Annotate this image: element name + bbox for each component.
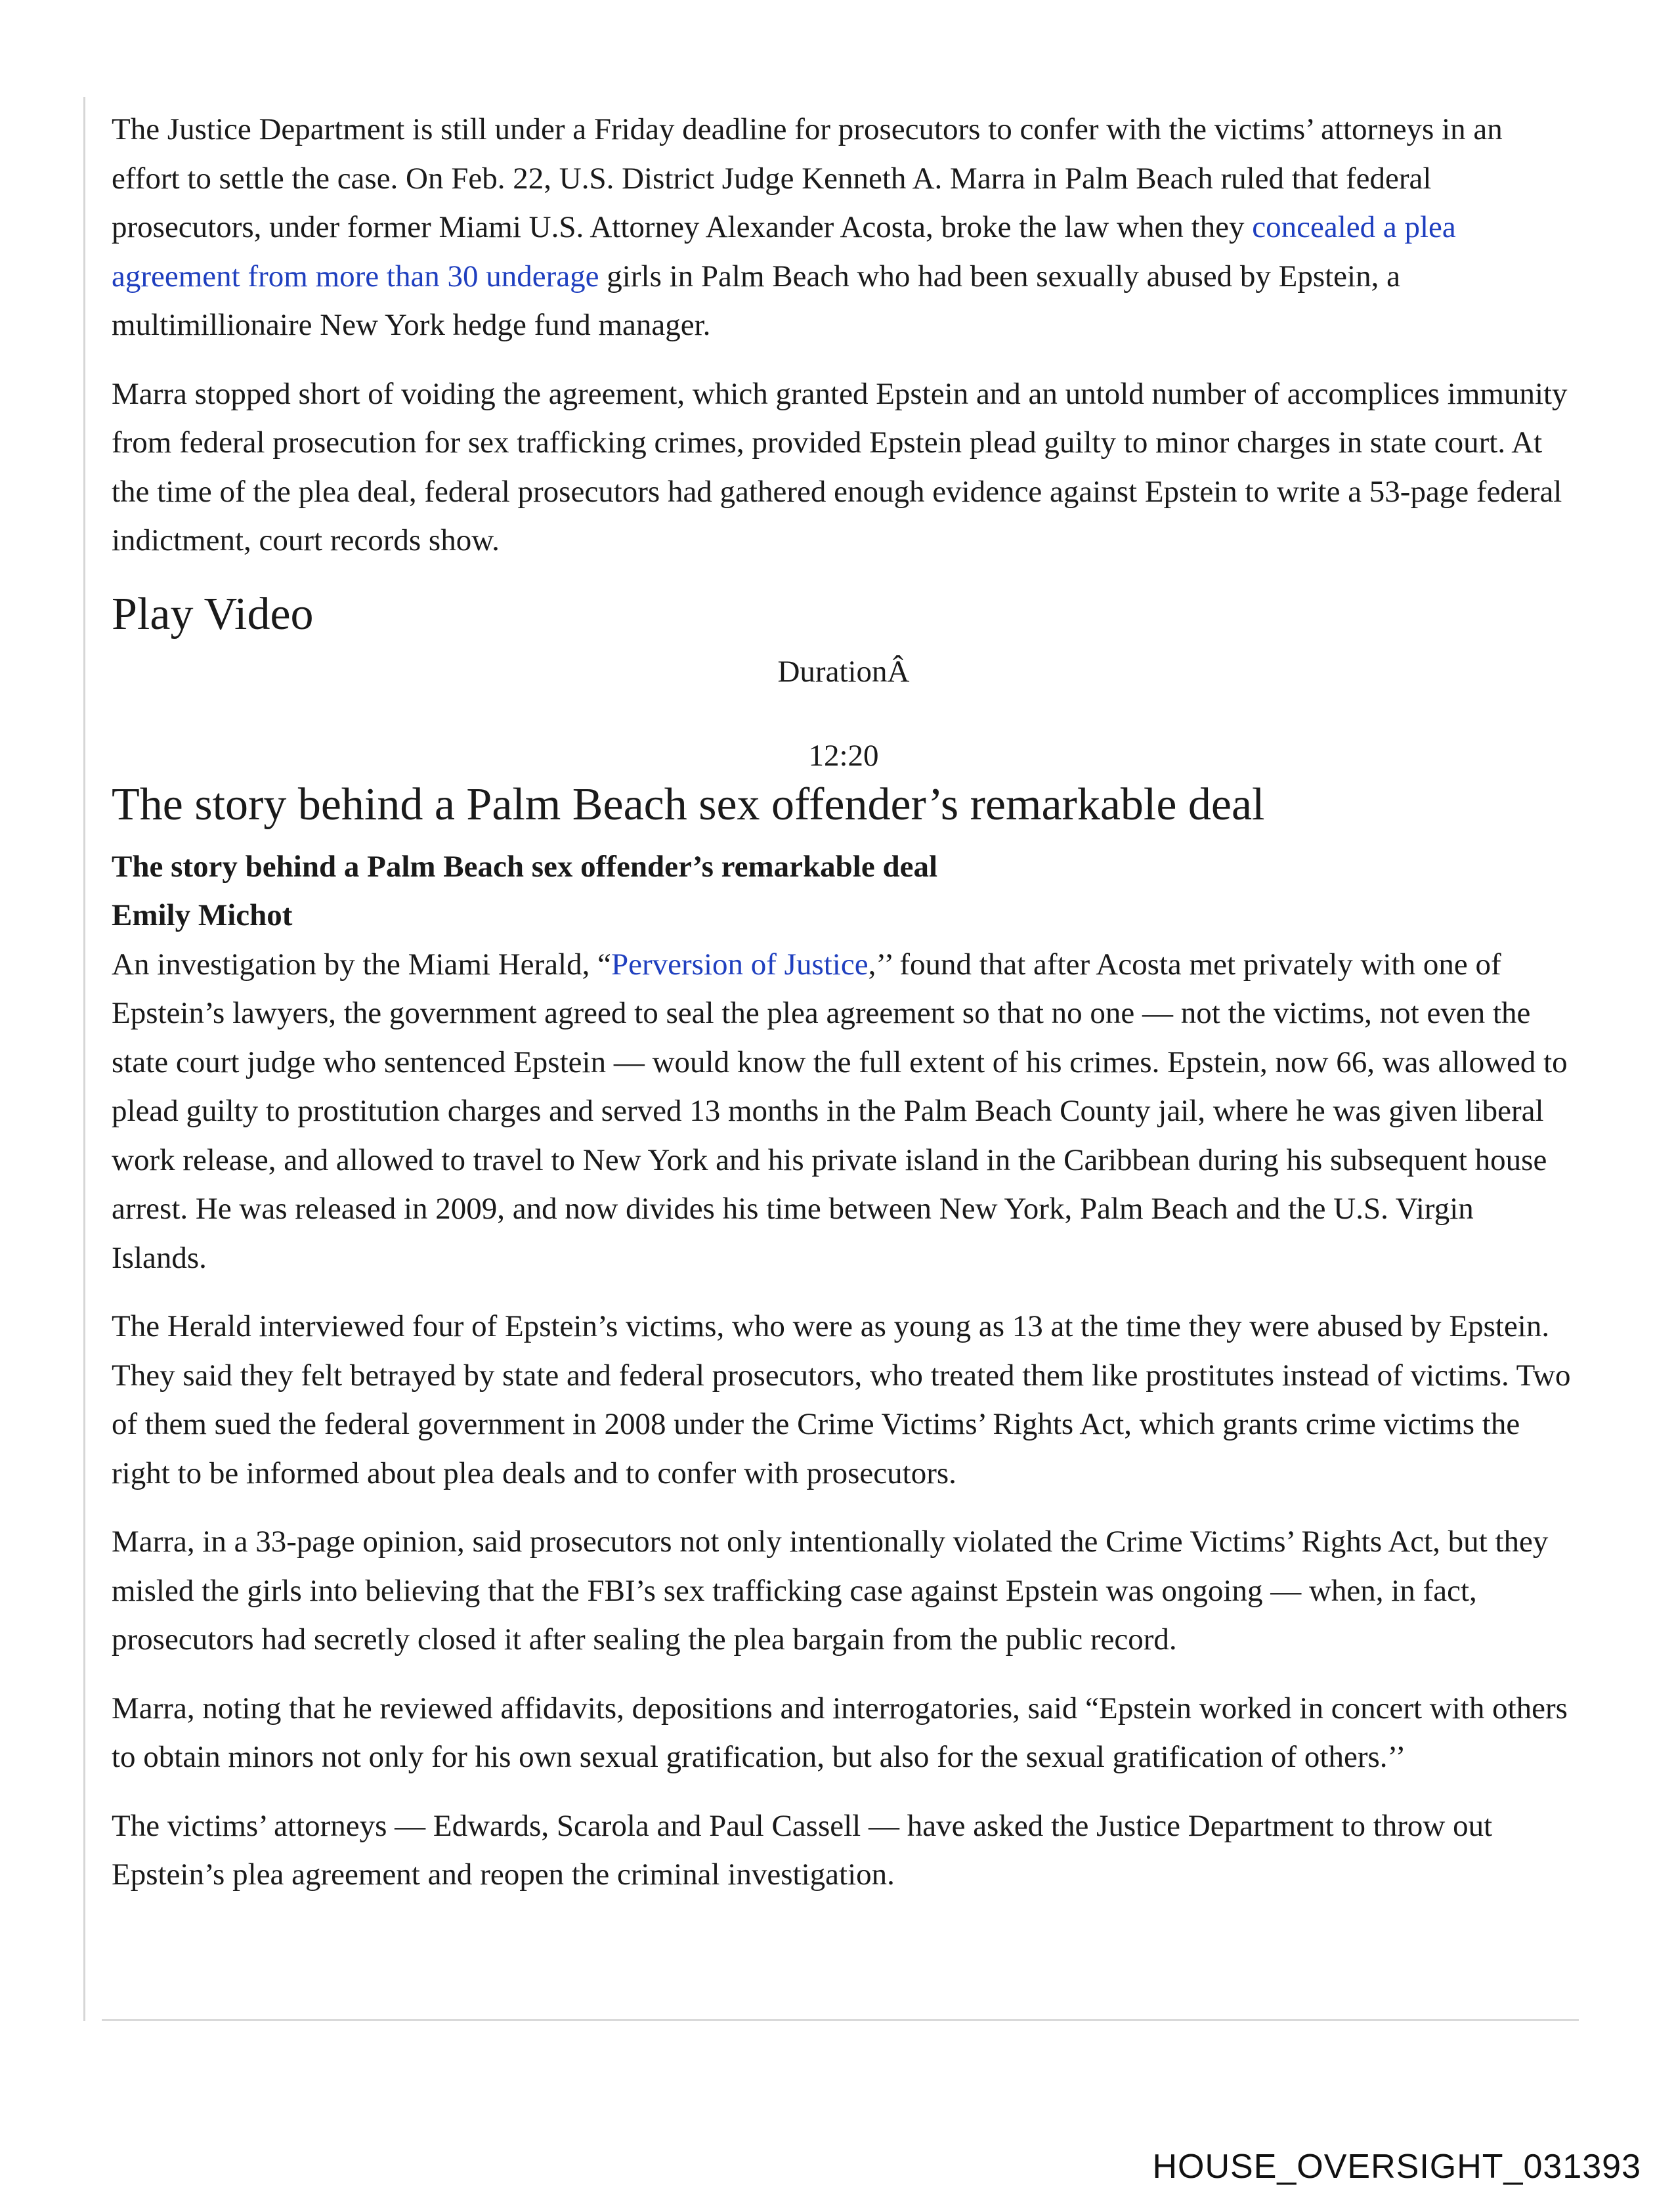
paragraph-opinion: Marra, in a 33-page opinion, said prosecutors not only intentionally violated the Crime Victims’ Rights Act, but they misled the girls into believing that the FBI’s sex trafficking case against Epstein was ongoing — when, in fact, prosecutors had secretly closed it after sealing the plea bargain from the public record.	[112, 1525, 1549, 1657]
document-id-stamp: HOUSE_OVERSIGHT_031393	[1152, 2148, 1641, 2186]
video-caption-author: Emily Michot	[112, 898, 293, 932]
article-body	[112, 105, 1576, 1919]
video-duration-label: DurationÂ	[777, 654, 910, 689]
video-caption	[112, 842, 1576, 1283]
paragraph-voiding: Marra stopped short of voiding the agreement, which granted Epstein and an untold number of accomplices immunity from federal prosecution for sex trafficking crimes, provided Epstein plead guilty to minor charges in state court. At the time of the plea deal, federal prosecutors had gathered enough evidence against Epstein to write a 53-page federal indictment, court records show.	[112, 376, 1568, 557]
paragraph-deadline: The Justice Department is still under a Friday deadline for prosecutors to confer with the victims’ attorneys in an effort to settle the case. On Feb. 22, U.S. District Judge Kenneth A. Marra in Palm Beach ruled that federal prosecutors, under former Miami U.S. Attorney Alexander Acosta, broke the law when they concealed a plea agreement from more than 30 underage girls in Palm Beach who had been sexually abused by Epstein, a multimillionaire New York hedge fund manager.	[112, 112, 1503, 342]
play-video-button[interactable]: Play Video	[112, 588, 314, 640]
left-border-rule	[83, 97, 85, 2021]
paragraph-attorneys: The victims’ attorneys — Edwards, Scarola and Paul Cassell — have asked the Justice Department to throw out Epstein’s plea agreement and reopen the criminal investigation.	[112, 1808, 1493, 1892]
plea-agreement-link[interactable]: concealed a plea agreement from more than 30 underage	[112, 210, 1456, 293]
paragraph-affidavits: Marra, noting that he reviewed affidavits, depositions and interrogatories, said “Epstein worked in concert with others to obtain minors not only for his own sexual gratification, but also for the sexual gratification of others.’’	[112, 1691, 1568, 1774]
paragraph-victims-interviewed: The Herald interviewed four of Epstein’s victims, who were as young as 13 at the time they were abused by Epstein. They said they felt betrayed by state and federal prosecutors, who treated them like prostitutes instead of victims. Two of them sued the federal government in 2008 under the Crime Victims’ Rights Act, which grants crime victims the right to be informed about plea deals and to confer with prosecutors.	[112, 1309, 1571, 1490]
video-caption-title: The story behind a Palm Beach sex offender’s remarkable deal	[112, 849, 938, 884]
perversion-of-justice-link[interactable]: Perversion of Justice	[611, 947, 869, 982]
video-duration-value: 12:20	[808, 738, 879, 773]
bottom-divider	[102, 2019, 1579, 2021]
paragraph-investigation: An investigation by the Miami Herald, “Perversion of Justice,’’ found that after Acosta met privately with one of Epstein’s lawyers, the government agreed to seal the plea agreement so that no one — not the victims, not even the state court judge who sentenced Epstein — would know the full extent of his crimes. Epstein, now 66, was allowed to plead guilty to prostitution charges and served 13 months in the Palm Beach County jail, where he was given liberal work release, and allowed to travel to New York and his private island in the Caribbean during his subsequent house arrest. He was released in 2009, and now divides his time between New York, Palm Beach and the U.S. Virgin Islands.	[112, 947, 1568, 1275]
video-title: The story behind a Palm Beach sex offender’s remarkable deal	[112, 779, 1265, 830]
